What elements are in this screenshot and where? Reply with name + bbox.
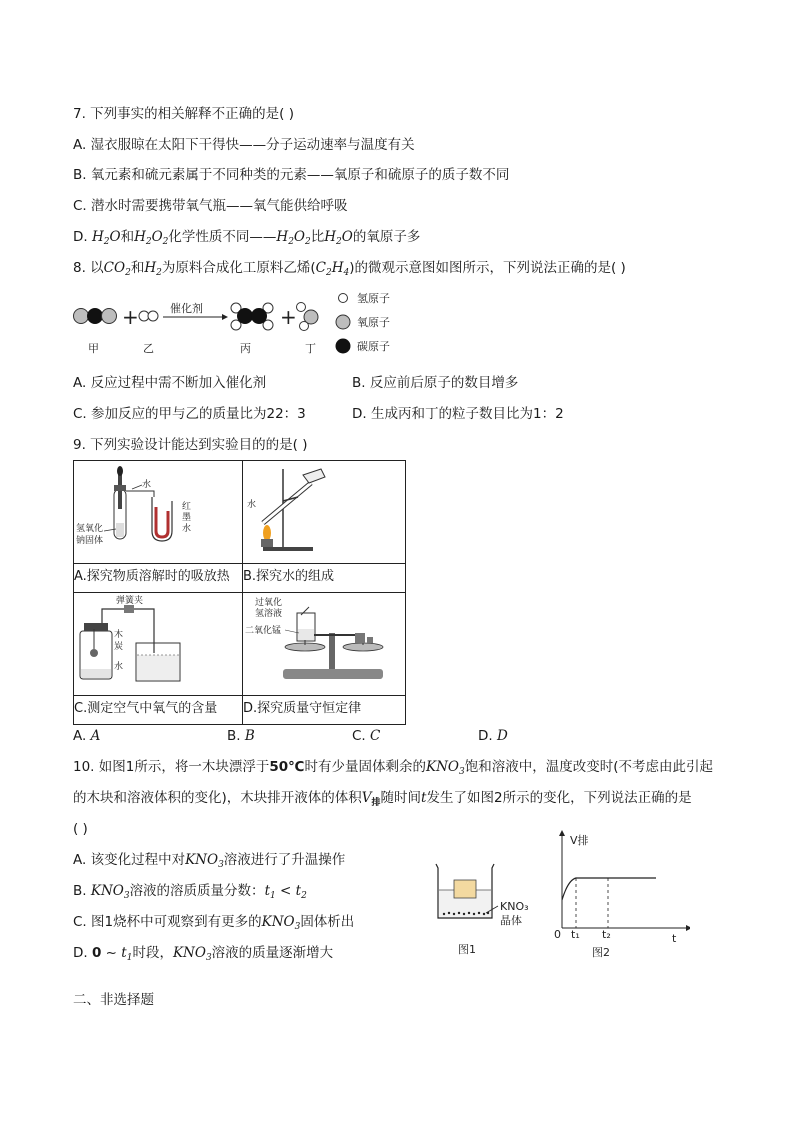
svg-text:氢氧化: 氢氧化 — [76, 524, 104, 534]
svg-text:氢溶液: 氢溶液 — [255, 609, 283, 619]
axis-x-label: t — [672, 932, 677, 945]
q8-option-b: B. 反应前后原子的数目增多 — [352, 375, 519, 391]
axis-y-label: V排 — [570, 834, 589, 847]
q8-reaction-diagram — [70, 285, 430, 360]
q7-option-a: A. 湿衣服晾在太阳下干得快——分子运动速率与温度有关 — [73, 137, 415, 153]
svg-text:红: 红 — [182, 502, 192, 512]
q10-option-d: D. 0 ~ $t_1$时段，$KNO_3$溶液的质量逐渐增大 — [73, 945, 334, 963]
q7-option-b: B. 氧元素和硫元素属于不同种类的元素——氧原子和硫原子的质子数不同 — [73, 167, 510, 183]
q9-fig-a — [74, 461, 243, 564]
svg-text:炭: 炭 — [114, 642, 124, 652]
t1-label: t₁ — [571, 928, 580, 941]
fig2-label: 图2 — [592, 946, 610, 959]
q9-caption-c: C.测定空气中氧气的含量 — [74, 696, 243, 725]
label-ding: 丁 — [305, 342, 316, 355]
q10-option-a: A. 该变化过程中对$KNO_3$溶液进行了升温操作 — [73, 852, 346, 870]
q10-option-b: B. $KNO_3$溶液的溶质质量分数：$t_1 < t_2$ — [73, 883, 307, 901]
q10-line2: 的木块和溶液体积的变化)，木块排开液体的体积$V_排$随时间t发生了如图2所示的变化，下列说法正确的是 — [73, 790, 692, 808]
svg-text:+: + — [280, 305, 297, 329]
fig1-label: 图1 — [458, 943, 476, 956]
q8-option-a: A. 反应过程中需不断加入催化剂 — [73, 375, 267, 391]
svg-text:木: 木 — [114, 630, 124, 640]
q9-caption-d: D.探究质量守恒定律 — [243, 696, 406, 725]
q9-fig-d — [243, 593, 406, 696]
q8-option-d: D. 生成丙和丁的粒子数目比为1：2 — [352, 406, 564, 422]
q7-stem: 7. 下列事实的相关解释不正确的是( ) — [73, 106, 294, 122]
q7-d-prefix: D. — [73, 229, 92, 245]
svg-text:钠固体: 钠固体 — [76, 536, 104, 546]
label-bing: 丙 — [240, 342, 251, 355]
q9-option-c: C. C — [352, 728, 381, 744]
q9-fig-c — [74, 593, 243, 696]
svg-text:水: 水 — [182, 524, 192, 534]
label-jia: 甲 — [88, 342, 99, 355]
legend-oxygen: 氧原子 — [357, 316, 390, 329]
section-2-heading: 二、非选择题 — [73, 992, 154, 1008]
crystal-label: 晶体 — [500, 914, 522, 927]
svg-text:水: 水 — [114, 662, 124, 672]
q10-line1: 10. 如图1所示，将一木块漂浮于50℃时有少量固体剩余的$KNO_3$饱和溶液中，温度改变时(不考虑由此引起 — [73, 759, 713, 777]
q10-line3: ( ) — [73, 821, 88, 837]
q7-option-d: D. $H_2O$和$H_2O_2$化学性质不同$——H_2O_2$比$H_2O$的氧原子多 — [73, 229, 421, 247]
q10-option-c: C. 图1烧杯中可观察到有更多的$KNO_3$固体析出 — [73, 914, 355, 932]
q9-fig-b — [243, 461, 406, 564]
kno3-label: KNO₃ — [500, 900, 529, 913]
q7-option-c: C. 潜水时需要携带氧气瓶——氧气能供给呼吸 — [73, 198, 348, 214]
svg-text:墨: 墨 — [182, 513, 192, 523]
q9-caption-b: B.探究水的组成 — [243, 564, 406, 593]
legend-carbon: 碳原子 — [357, 340, 390, 353]
q9-experiment-table — [73, 460, 406, 725]
q9-option-a: A. A — [73, 728, 101, 744]
svg-text:+: + — [122, 305, 139, 329]
svg-text:水: 水 — [247, 500, 257, 510]
q8-stem: 8. 以$CO_2$和$H_2$为原料合成化工原料乙烯$(C_2H_4)$的微观示意图如图所示，下列说法正确的是( ) — [73, 260, 626, 278]
q9-option-b: B. B — [227, 728, 255, 744]
svg-text:过氧化: 过氧化 — [255, 598, 283, 608]
q10-figure-1 — [430, 860, 540, 960]
t2-label: t₂ — [602, 928, 611, 941]
q9-option-d: D. D — [478, 728, 508, 744]
catalyst-label: 催化剂 — [170, 302, 203, 315]
svg-text:弹簧夹: 弹簧夹 — [116, 596, 144, 606]
legend-hydrogen: 氢原子 — [357, 292, 390, 305]
q9-stem: 9. 下列实验设计能达到实验目的的是( ) — [73, 437, 308, 453]
q10-figure-2 — [550, 822, 690, 962]
origin-label: 0 — [554, 928, 561, 941]
q9-caption-a: A.探究物质溶解时的吸放热 — [74, 564, 243, 593]
label-yi: 乙 — [143, 342, 154, 355]
svg-text:二氧化锰: 二氧化锰 — [245, 626, 282, 636]
svg-text:水: 水 — [142, 480, 152, 490]
q8-option-c: C. 参加反应的甲与乙的质量比为22：3 — [73, 406, 306, 422]
